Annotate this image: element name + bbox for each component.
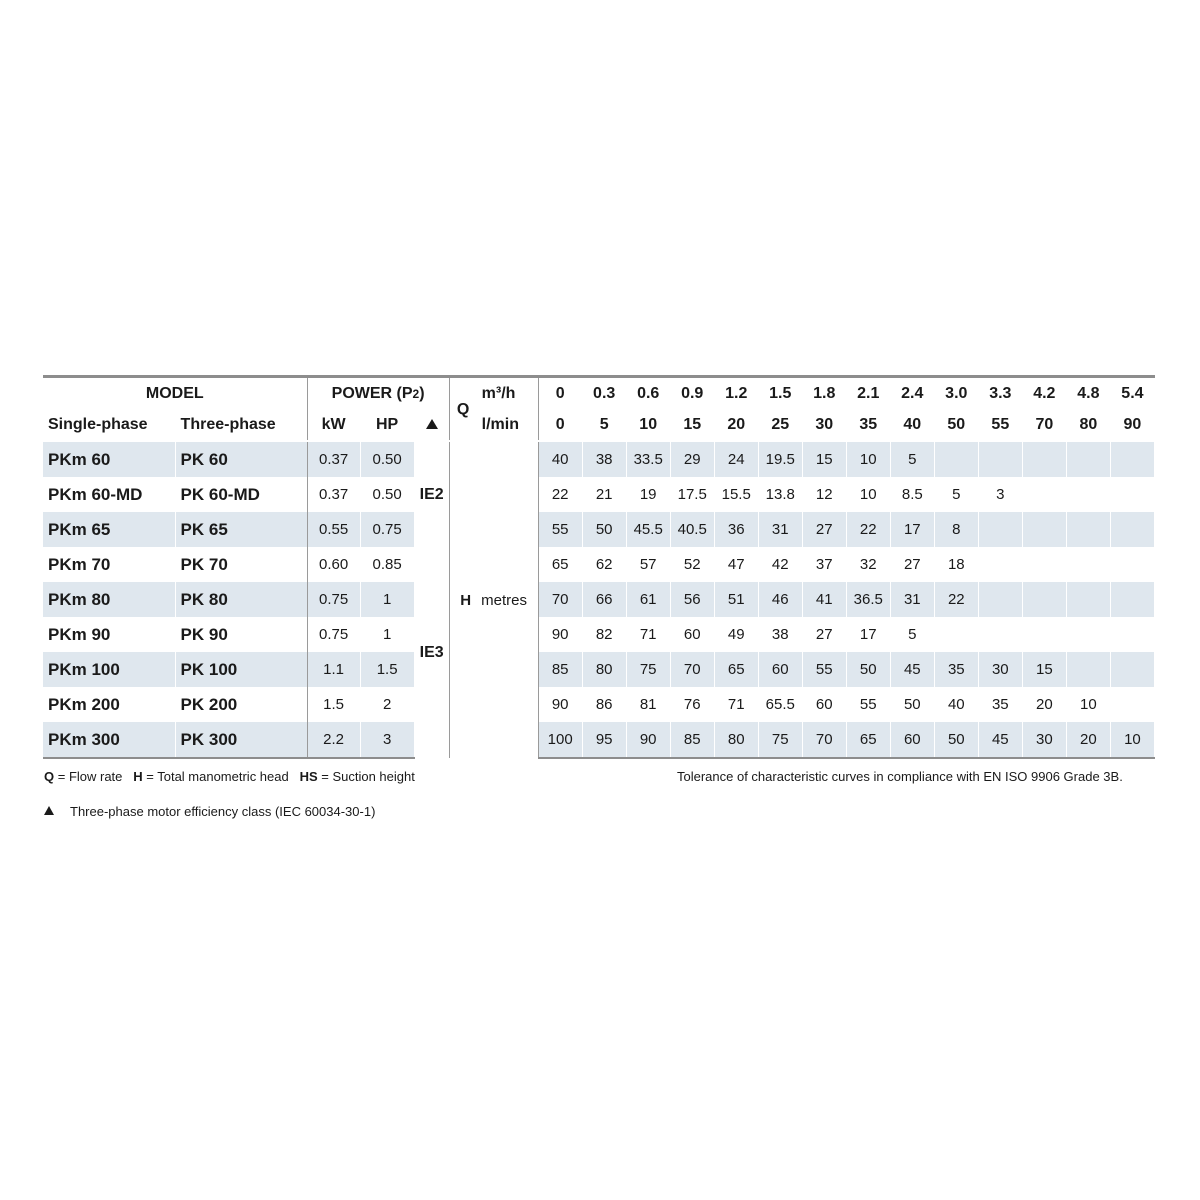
head-value [1022,547,1066,582]
head-value: 35 [978,687,1022,722]
head-value: 20 [1022,687,1066,722]
efficiency-class-header [414,409,449,441]
head-value: 55 [802,652,846,687]
legend-q-key: Q [44,769,55,784]
q-lmin-value: 30 [802,409,846,441]
q-lmin-value: 25 [758,409,802,441]
q-lmin-value: 15 [670,409,714,441]
head-value: 38 [582,441,626,477]
three-phase-model: PK 60 [175,441,307,477]
legend [44,769,415,784]
head-value: 35 [934,652,978,687]
head-value: 15 [1022,652,1066,687]
head-value: 75 [626,652,670,687]
head-value: 46 [758,582,802,617]
head-value: 66 [582,582,626,617]
head-value: 33.5 [626,441,670,477]
q-lmin-value: 70 [1022,409,1066,441]
q-m3h-value: 0.6 [626,377,670,410]
power-hp: 3 [360,722,414,758]
head-value: 62 [582,547,626,582]
head-value: 51 [714,582,758,617]
legend-q-text: = Flow rate [54,769,123,784]
three-phase-model: PK 60-MD [175,477,307,512]
table-row [43,441,1155,477]
head-value [1022,512,1066,547]
power-hp: 0.75 [360,512,414,547]
head-value: 70 [538,582,582,617]
q-lmin-value: 80 [1066,409,1110,441]
q-lmin-value: 90 [1110,409,1154,441]
head-value: 90 [626,722,670,758]
power-hp: 0.50 [360,441,414,477]
head-value: 85 [670,722,714,758]
three-phase-model: PK 90 [175,617,307,652]
three-phase-header: Three-phase [175,409,307,441]
three-phase-model: PK 100 [175,652,307,687]
head-value [1066,582,1110,617]
single-phase-model: PKm 65 [43,512,175,547]
head-value: 29 [670,441,714,477]
triangle-up-icon [44,806,54,815]
head-value: 31 [758,512,802,547]
head-value: 30 [978,652,1022,687]
head-value: 60 [758,652,802,687]
head-value: 10 [846,477,890,512]
head-value: 50 [934,722,978,758]
power-hp: 1 [360,582,414,617]
head-value: 47 [714,547,758,582]
head-value: 41 [802,582,846,617]
head-value: 100 [538,722,582,758]
head-value [1110,617,1154,652]
head-value [978,547,1022,582]
three-phase-model: PK 300 [175,722,307,758]
head-value [934,617,978,652]
head-value: 60 [890,722,934,758]
q-lmin-value: 10 [626,409,670,441]
q-m3h-value: 1.8 [802,377,846,410]
power-kw: 0.37 [307,441,360,477]
power-kw: 0.75 [307,582,360,617]
head-value [1110,582,1154,617]
head-value: 40 [934,687,978,722]
head-value: 85 [538,652,582,687]
table-row [43,547,1155,582]
head-value [1110,512,1154,547]
power-kw: 0.55 [307,512,360,547]
head-value: 15 [802,441,846,477]
model-header: MODEL [43,377,307,410]
head-value: 15.5 [714,477,758,512]
head-value: 40.5 [670,512,714,547]
power-header: POWER (P2) [307,377,449,410]
head-value: 56 [670,582,714,617]
head-value: 52 [670,547,714,582]
efficiency-class-note [44,804,375,819]
head-value [1110,441,1154,477]
head-value: 31 [890,582,934,617]
head-value: 86 [582,687,626,722]
table-row [43,652,1155,687]
head-value: 3 [978,477,1022,512]
head-value: 65 [538,547,582,582]
h-unit: metres [481,591,527,609]
performance-table [43,375,1155,759]
head-value [1110,477,1154,512]
head-value: 90 [538,617,582,652]
h-label: H [460,591,472,609]
head-value: 37 [802,547,846,582]
head-value [978,512,1022,547]
head-value: 70 [670,652,714,687]
head-value: 22 [538,477,582,512]
efficiency-class-note-text: Three-phase motor efficiency class (IEC 60034-30-1) [70,804,376,819]
head-value [1066,441,1110,477]
power-kw: 1.1 [307,652,360,687]
lmin-unit: l/min [477,409,538,441]
head-value: 5 [934,477,978,512]
head-value: 65 [846,722,890,758]
head-value: 80 [582,652,626,687]
head-value: 17 [846,617,890,652]
head-value: 80 [714,722,758,758]
head-value [1066,652,1110,687]
head-value: 12 [802,477,846,512]
head-value: 10 [846,441,890,477]
m3h-unit: m³/h [477,377,538,410]
head-value: 71 [626,617,670,652]
three-phase-model: PK 65 [175,512,307,547]
power-kw: 1.5 [307,687,360,722]
head-value: 65.5 [758,687,802,722]
head-value [934,441,978,477]
head-value: 17.5 [670,477,714,512]
three-phase-model: PK 70 [175,547,307,582]
table-row [43,617,1155,652]
q-m3h-value: 3.0 [934,377,978,410]
q-m3h-value: 0.9 [670,377,714,410]
head-value: 71 [714,687,758,722]
head-value: 61 [626,582,670,617]
table-row [43,687,1155,722]
header-row-1 [43,377,1155,410]
q-lmin-value: 40 [890,409,934,441]
single-phase-model: PKm 60 [43,441,175,477]
head-value: 22 [846,512,890,547]
power-hp: 0.85 [360,547,414,582]
head-value [1066,512,1110,547]
head-value: 60 [802,687,846,722]
head-value: 55 [538,512,582,547]
head-value: 95 [582,722,626,758]
head-value: 45.5 [626,512,670,547]
head-value: 18 [934,547,978,582]
head-value [1066,617,1110,652]
single-phase-model: PKm 60-MD [43,477,175,512]
head-value [1110,687,1154,722]
head-value: 27 [802,512,846,547]
head-value: 40 [538,441,582,477]
triangle-up-icon [426,419,438,429]
efficiency-class-ie2: IE2 [414,441,449,547]
hp-header: HP [360,409,414,441]
power-kw: 0.37 [307,477,360,512]
single-phase-model: PKm 80 [43,582,175,617]
header-row-2 [43,409,1155,441]
head-value [1066,477,1110,512]
table-row [43,512,1155,547]
q-m3h-value: 2.4 [890,377,934,410]
table-row [43,477,1155,512]
efficiency-class-ie3: IE3 [414,547,449,758]
head-value: 8.5 [890,477,934,512]
head-value: 75 [758,722,802,758]
head-value: 32 [846,547,890,582]
head-value: 10 [1066,687,1110,722]
head-value: 45 [978,722,1022,758]
head-value: 17 [890,512,934,547]
head-value: 70 [802,722,846,758]
head-value [1022,582,1066,617]
kw-header: kW [307,409,360,441]
q-lmin-value: 0 [538,409,582,441]
head-value: 55 [846,687,890,722]
single-phase-header: Single-phase [43,409,175,441]
q-m3h-value: 2.1 [846,377,890,410]
head-value [1110,547,1154,582]
power-kw: 0.75 [307,617,360,652]
q-m3h-value: 0.3 [582,377,626,410]
head-value: 36 [714,512,758,547]
head-label [449,441,538,758]
head-value: 22 [934,582,978,617]
head-value: 81 [626,687,670,722]
head-value [978,441,1022,477]
q-lmin-value: 50 [934,409,978,441]
head-value: 50 [582,512,626,547]
q-m3h-value: 5.4 [1110,377,1154,410]
power-kw: 2.2 [307,722,360,758]
head-value: 76 [670,687,714,722]
q-lmin-value: 35 [846,409,890,441]
power-hp: 0.50 [360,477,414,512]
single-phase-model: PKm 300 [43,722,175,758]
legend-hs-key: HS [299,769,318,784]
head-value: 42 [758,547,802,582]
head-value [1110,652,1154,687]
head-value [1066,547,1110,582]
head-value: 50 [846,652,890,687]
three-phase-model: PK 80 [175,582,307,617]
q-header: Q [449,377,477,442]
head-value [1022,617,1066,652]
head-value: 27 [890,547,934,582]
head-value: 21 [582,477,626,512]
head-value: 5 [890,617,934,652]
head-value: 90 [538,687,582,722]
q-m3h-value: 1.2 [714,377,758,410]
head-value: 38 [758,617,802,652]
q-lmin-value: 20 [714,409,758,441]
head-value: 8 [934,512,978,547]
table-row [43,722,1155,758]
head-value: 19 [626,477,670,512]
head-value [1022,477,1066,512]
head-value [1022,441,1066,477]
q-lmin-value: 55 [978,409,1022,441]
power-hp: 1 [360,617,414,652]
q-m3h-value: 3.3 [978,377,1022,410]
q-m3h-value: 0 [538,377,582,410]
legend-h-text: = Total manometric head [142,769,289,784]
head-value: 60 [670,617,714,652]
q-m3h-value: 4.8 [1066,377,1110,410]
head-value: 13.8 [758,477,802,512]
head-value: 82 [582,617,626,652]
head-value: 5 [890,441,934,477]
legend-hs-text: = Suction height [317,769,415,784]
head-value: 65 [714,652,758,687]
q-lmin-value: 5 [582,409,626,441]
table-row [43,582,1155,617]
head-value: 45 [890,652,934,687]
single-phase-model: PKm 100 [43,652,175,687]
single-phase-model: PKm 200 [43,687,175,722]
power-hp: 1.5 [360,652,414,687]
head-value: 49 [714,617,758,652]
q-m3h-value: 4.2 [1022,377,1066,410]
head-value: 30 [1022,722,1066,758]
three-phase-model: PK 200 [175,687,307,722]
power-hp: 2 [360,687,414,722]
q-m3h-value: 1.5 [758,377,802,410]
tolerance-note: Tolerance of characteristic curves in compliance with EN ISO 9906 Grade 3B. [677,769,1123,784]
head-value [978,582,1022,617]
head-value: 24 [714,441,758,477]
head-value: 36.5 [846,582,890,617]
head-value [978,617,1022,652]
single-phase-model: PKm 70 [43,547,175,582]
head-value: 50 [890,687,934,722]
head-value: 20 [1066,722,1110,758]
head-value: 27 [802,617,846,652]
power-kw: 0.60 [307,547,360,582]
head-value: 19.5 [758,441,802,477]
single-phase-model: PKm 90 [43,617,175,652]
head-value: 10 [1110,722,1154,758]
legend-h-key: H [133,769,143,784]
head-value: 57 [626,547,670,582]
